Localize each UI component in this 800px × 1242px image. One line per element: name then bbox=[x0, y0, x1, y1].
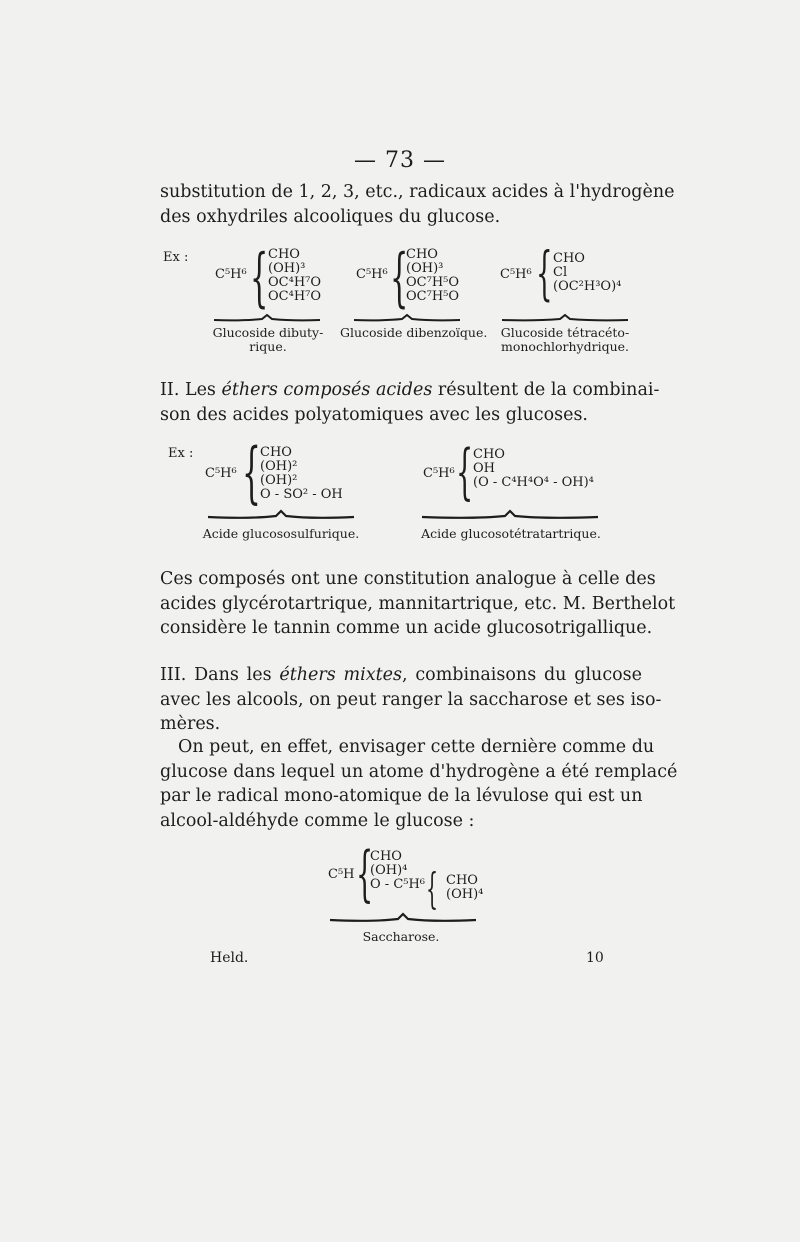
formula-line: OC⁷H⁵O bbox=[406, 289, 460, 304]
section-2-num: II. Les bbox=[160, 380, 222, 400]
underbrace-icon bbox=[206, 508, 356, 522]
formula-line: Cl bbox=[553, 265, 568, 280]
formula-line: CHO bbox=[260, 445, 292, 460]
paragraph-4-line-3: par le radical mono-atomique de la lévulose qui est un bbox=[160, 786, 643, 806]
formula-line: (OH)³ bbox=[406, 261, 444, 276]
formula-line: OC⁴H⁷O bbox=[268, 275, 322, 290]
paragraph-3 bbox=[160, 567, 676, 641]
formula-line: CHO bbox=[406, 247, 438, 262]
brace-icon: { bbox=[426, 864, 439, 913]
saccharose-group bbox=[370, 850, 425, 892]
caption-formula-1 bbox=[210, 326, 326, 354]
formula-line: (OH)³ bbox=[268, 261, 306, 276]
paragraph-4-line-1: On peut, en effet, envisager cette dernière comme du bbox=[178, 737, 655, 757]
caption-line: Glucoside dibuty- bbox=[212, 325, 324, 340]
formula-line: (OH)² bbox=[260, 459, 298, 474]
section-3-rest: , combinaisons du glucose bbox=[402, 665, 643, 685]
formula-line: (OH)⁴ bbox=[370, 863, 408, 878]
section-2-line-1 bbox=[160, 378, 660, 403]
formula-group-4 bbox=[260, 446, 343, 502]
example-label: Ex : bbox=[168, 446, 194, 461]
formula-radical: C⁵H⁶ bbox=[356, 267, 388, 282]
formula-line: OC⁴H⁷O bbox=[268, 289, 322, 304]
brace-icon: { bbox=[536, 239, 553, 307]
caption-saccharose: Saccharose. bbox=[362, 929, 440, 944]
formula-group-1 bbox=[268, 248, 321, 304]
caption-line: rique. bbox=[249, 339, 287, 354]
paragraph-3-line-2: acides glycérotartrique, mannitartrique, etc. M. Berthelot bbox=[160, 593, 676, 614]
formula-radical: C⁵H⁶ bbox=[215, 267, 247, 282]
formula-radical: C⁵H⁶ bbox=[423, 466, 455, 481]
saccharose-inner-group bbox=[446, 874, 483, 902]
formula-line: CHO bbox=[446, 873, 478, 888]
section-3-num: III. Dans les bbox=[160, 665, 280, 685]
brace-icon: { bbox=[250, 241, 269, 315]
paragraph-4 bbox=[160, 735, 678, 833]
intro-line-2: des oxhydriles alcooliques du glucose. bbox=[160, 206, 501, 227]
section-3-paragraph bbox=[160, 663, 662, 737]
formula-line: CHO bbox=[473, 447, 505, 462]
paragraph-3-line-1: Ces composés ont une constitution analogue à celle des bbox=[160, 569, 656, 589]
brace-icon: { bbox=[242, 434, 261, 511]
section-2-paragraph bbox=[160, 378, 660, 427]
section-3-line-1 bbox=[160, 663, 642, 688]
brace-icon: { bbox=[456, 437, 474, 507]
formula-line: CHO bbox=[553, 251, 585, 266]
formula-line: OH bbox=[473, 461, 495, 476]
section-2-line-2: son des acides polyatomiques avec les glucoses. bbox=[160, 404, 588, 425]
caption-formula-4: Acide glucososulfurique. bbox=[202, 526, 360, 541]
formula-line: O - C⁵H⁶ bbox=[370, 877, 426, 892]
footer-signature: Held. bbox=[210, 950, 249, 966]
formula-line: O - SO² - OH bbox=[260, 487, 343, 502]
section-3-emphasis: éthers mixtes bbox=[279, 665, 402, 685]
formula-line: OC⁷H⁵O bbox=[406, 275, 460, 290]
formula-group-5 bbox=[473, 448, 594, 490]
formula-line: (O - C⁴H⁴O⁴ - OH)⁴ bbox=[473, 475, 594, 490]
formula-group-2 bbox=[406, 248, 459, 304]
brace-icon: { bbox=[390, 241, 409, 315]
caption-line: Glucoside tétracéto- bbox=[500, 325, 630, 340]
formula-line: CHO bbox=[268, 247, 300, 262]
formula-line: CHO bbox=[370, 849, 402, 864]
formula-radical: C⁵H bbox=[328, 867, 355, 882]
page-number: — 73 — bbox=[354, 148, 446, 173]
caption-line: Glucoside dibenzoïque. bbox=[340, 325, 488, 340]
formula-line: (OH)⁴ bbox=[446, 887, 484, 902]
intro-paragraph bbox=[160, 180, 675, 229]
brace-icon: { bbox=[356, 839, 374, 909]
section-2-emphasis: éthers composés acides bbox=[221, 380, 433, 400]
example-label: Ex : bbox=[163, 250, 189, 265]
formula-line: (OC²H³O)⁴ bbox=[553, 279, 622, 294]
underbrace-icon bbox=[500, 312, 630, 324]
caption-formula-3 bbox=[494, 326, 636, 354]
paragraph-4-line-2: glucose dans lequel un atome d'hydrogène a été remplacé bbox=[160, 761, 678, 782]
caption-formula-5: Acide glucosotétratartrique. bbox=[421, 526, 601, 541]
formula-line: (OH)² bbox=[260, 473, 298, 488]
underbrace-icon bbox=[212, 312, 322, 324]
underbrace-icon bbox=[352, 312, 462, 324]
section-3-line-3: mères. bbox=[160, 714, 221, 734]
formula-radical: C⁵H⁶ bbox=[205, 466, 237, 481]
formula-radical: C⁵H⁶ bbox=[500, 267, 532, 282]
caption-line: monochlorhydrique. bbox=[500, 339, 629, 354]
footer-sheet-number: 10 bbox=[586, 950, 604, 966]
intro-line-1: substitution de 1, 2, 3, etc., radicaux acides à l'hydrogène bbox=[160, 182, 675, 202]
underbrace-icon bbox=[328, 911, 478, 925]
formula-group-3 bbox=[553, 252, 621, 294]
section-3-line-2: avec les alcools, on peut ranger la saccharose et ses iso- bbox=[160, 689, 662, 710]
caption-formula-2 bbox=[340, 325, 488, 340]
section-2-rest: résultent de la combinai- bbox=[432, 380, 660, 400]
underbrace-icon bbox=[420, 508, 600, 522]
paragraph-4-line-4: alcool-aldéhyde comme le glucose : bbox=[160, 810, 475, 831]
paragraph-3-line-3: considère le tannin comme un acide glucosotrigallique. bbox=[160, 618, 653, 638]
